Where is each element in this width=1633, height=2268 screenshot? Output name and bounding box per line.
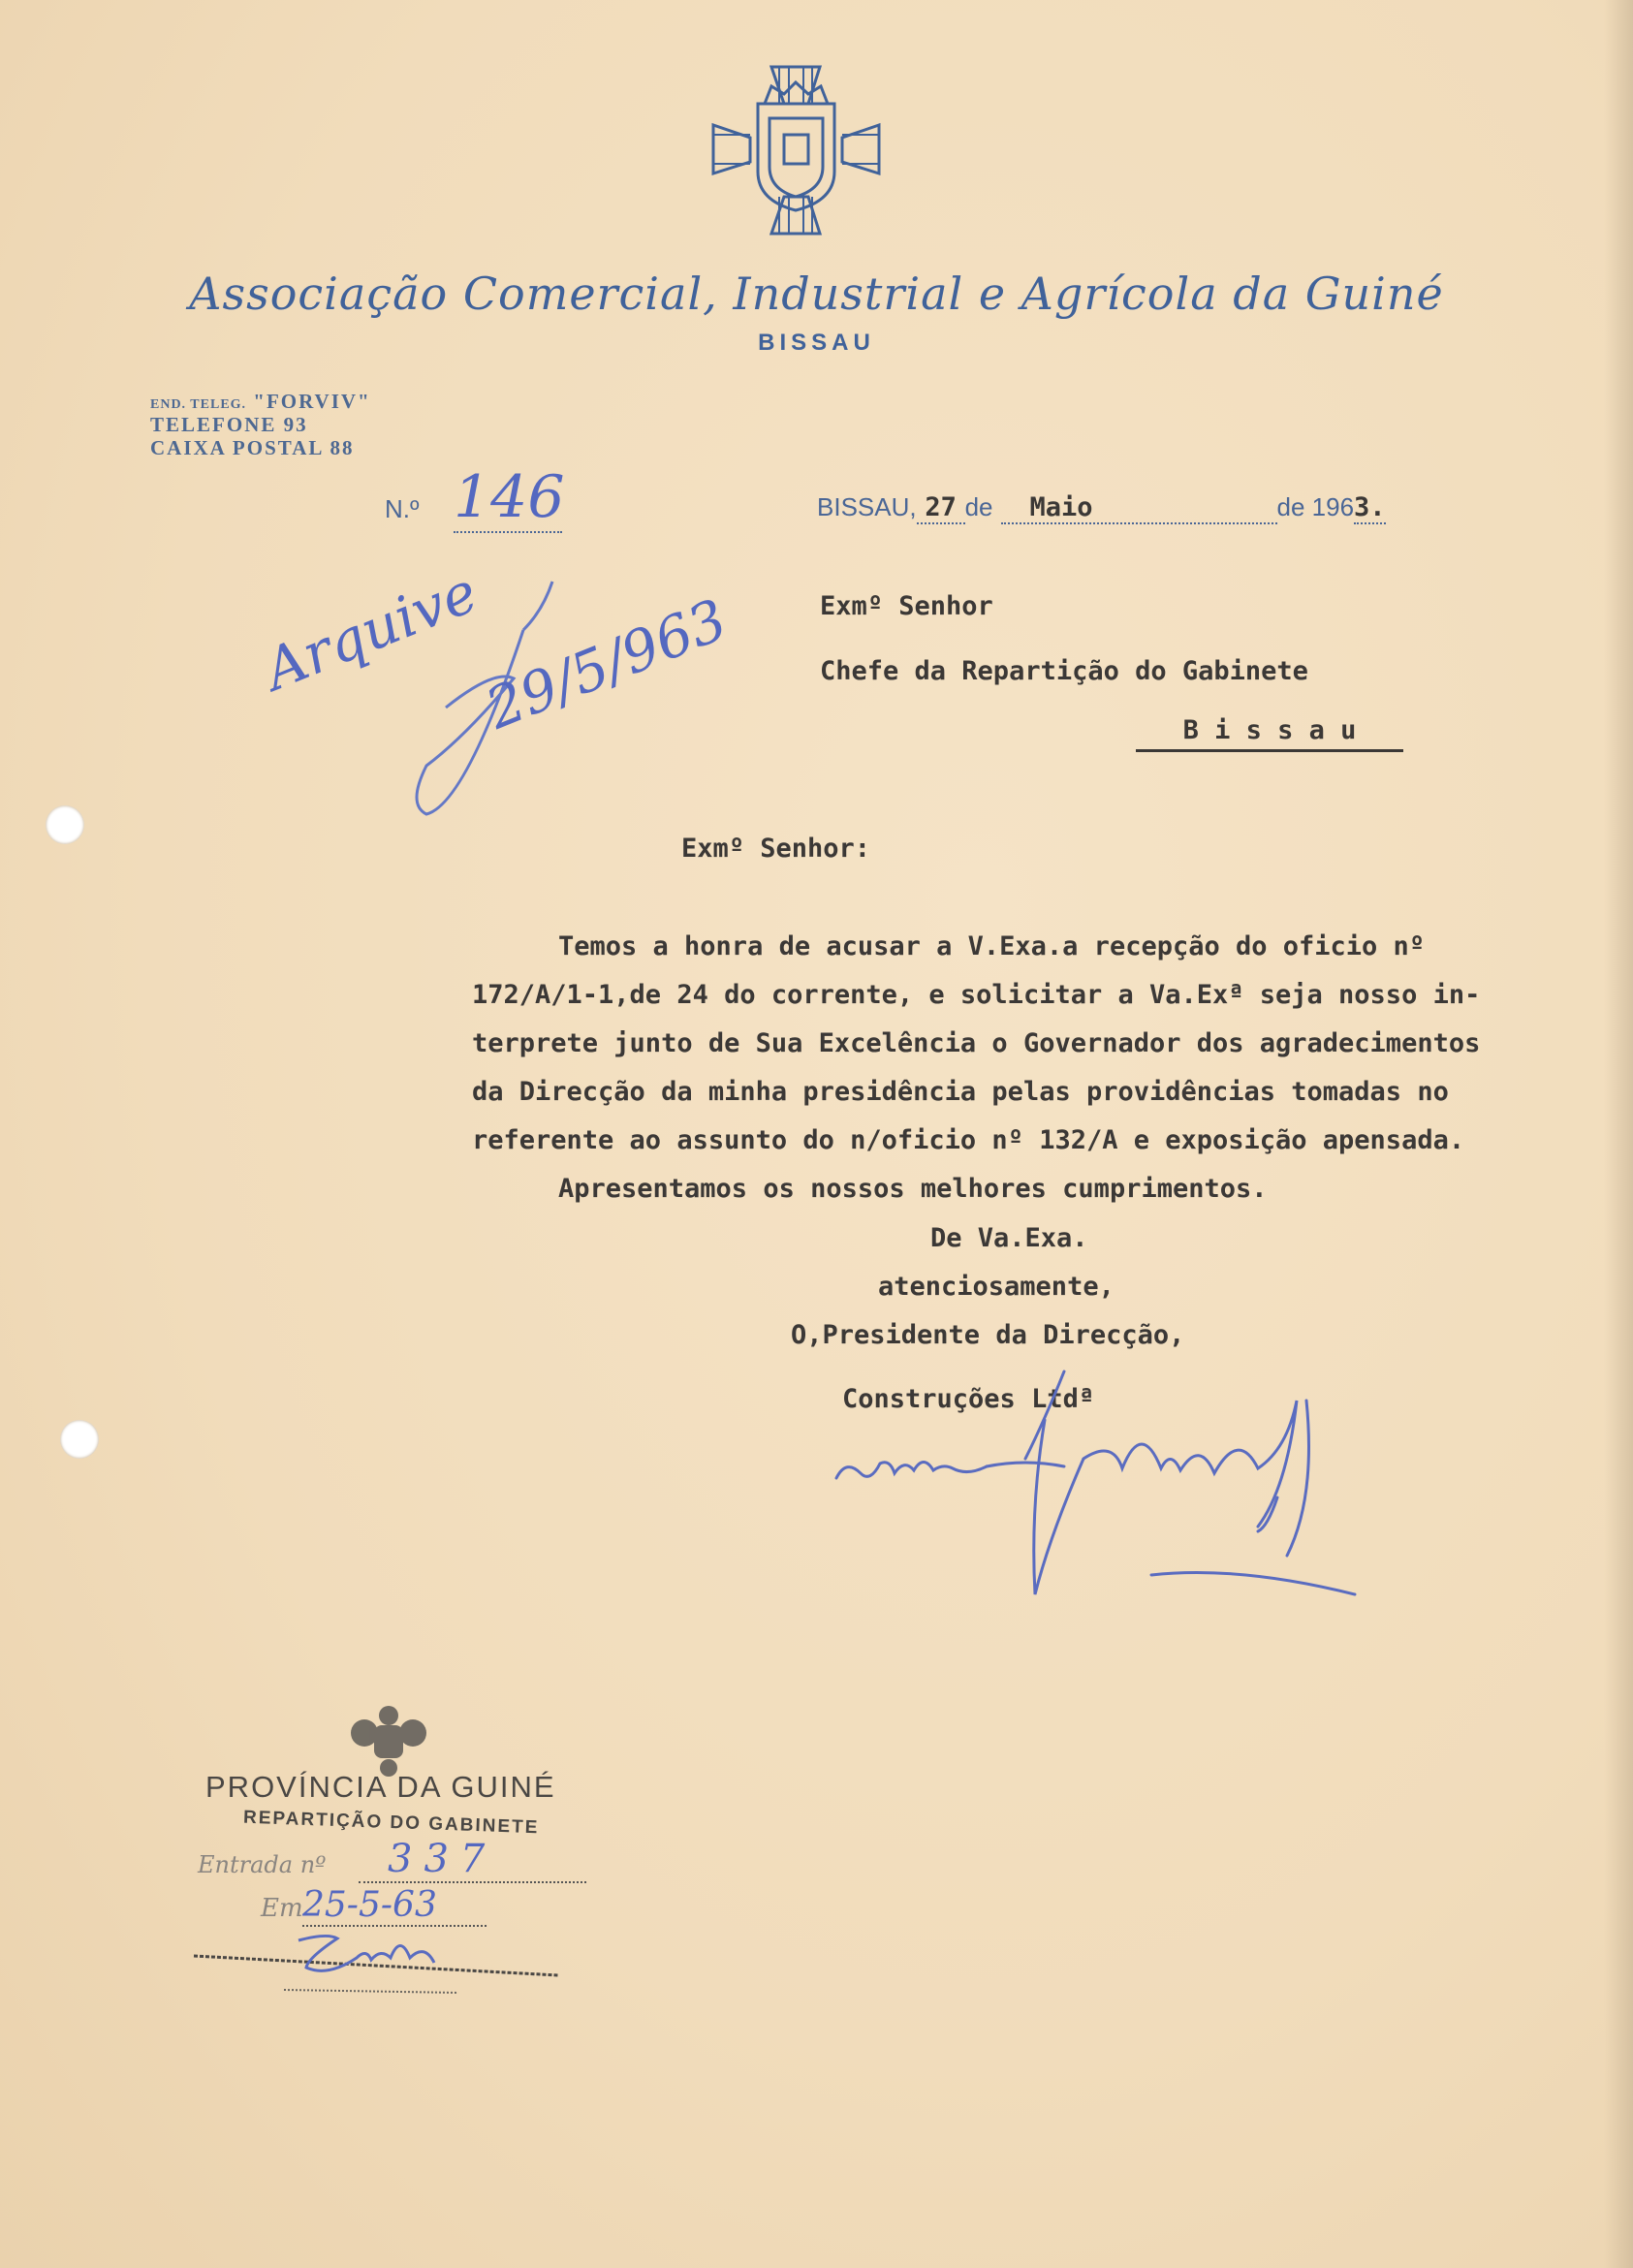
- date-year-digit: 3.: [1354, 492, 1386, 522]
- po-box: CAIXA POSTAL 88: [150, 436, 355, 459]
- date-de: de: [964, 492, 993, 521]
- body-line: Temos a honra de acusar a V.Exa.a recepção do oficio nº: [558, 931, 1426, 961]
- date-place: BISSAU,: [817, 492, 917, 521]
- company-name: Construções Ltdª: [842, 1384, 1095, 1414]
- date-line: [817, 492, 1386, 524]
- cross-emblem-logo: [711, 65, 881, 236]
- handwritten-signature: [832, 1362, 1365, 1604]
- organization-name: Associação Comercial, Industrial e Agrícola da Guiné: [189, 268, 1444, 320]
- punch-hole: [60, 1420, 99, 1459]
- closing-line: Apresentamos os nossos melhores cumprimentos.: [558, 1174, 1268, 1204]
- coat-of-arms-stamp-icon: [345, 1704, 432, 1778]
- date-year-prefix: de 196: [1276, 492, 1355, 521]
- addressee-title: Chefe da Repartição do Gabinete: [820, 656, 1308, 686]
- closing-de-va-exa: De Va.Exa.: [930, 1223, 1088, 1253]
- body-line: 172/A/1-1,de 24 do corrente, e solicitar a Va.Exª seja nosso in-: [472, 980, 1481, 1010]
- annotation-date: 29/5/963: [477, 585, 737, 742]
- date-day: 27: [925, 492, 957, 522]
- closing-atenciosamente: atenciosamente,: [878, 1272, 1115, 1302]
- body-line: da Direcção da minha presidência pelas providências tomadas no: [472, 1077, 1449, 1107]
- reference-number-label: N.º: [385, 494, 420, 523]
- addressee-salutation: Exmº Senhor: [820, 591, 993, 621]
- annotation-text: Arquive: [255, 558, 487, 704]
- stamp-date-value: 25-5-63: [302, 1885, 487, 1927]
- stamp-province: PROVÍNCIA DA GUINÉ: [205, 1770, 556, 1804]
- stamp-entry-label: Entrada nº: [198, 1851, 327, 1878]
- punch-hole: [46, 805, 84, 844]
- greeting: Exmº Senhor:: [681, 834, 871, 864]
- body-line: referente ao assunto do n/oficio nº 132/A e exposição apensada.: [472, 1125, 1465, 1155]
- telegraph-label: END. TELEG.: [150, 397, 247, 412]
- date-month: Maio: [1029, 492, 1093, 522]
- phone-number: TELEFONE 93: [150, 413, 308, 436]
- reference-number-value: 146: [454, 463, 565, 531]
- organization-city: BISSAU: [758, 330, 875, 356]
- closing-presidente: O,Presidente da Direcção,: [791, 1320, 1185, 1350]
- addressee-city: B i s s a u: [1136, 715, 1403, 752]
- body-line: terprete junto de Sua Excelência o Governador dos agradecimentos: [472, 1028, 1481, 1058]
- stamp-department: REPARTIÇÃO DO GABINETE: [242, 1807, 540, 1839]
- stamp-entry-number: 337: [359, 1837, 586, 1883]
- stamp-initials: [192, 1929, 560, 1997]
- telegraph-address: [150, 390, 371, 414]
- stamp-date-label: Em: [261, 1894, 303, 1923]
- telegraph-value: "FORVIV": [253, 390, 371, 413]
